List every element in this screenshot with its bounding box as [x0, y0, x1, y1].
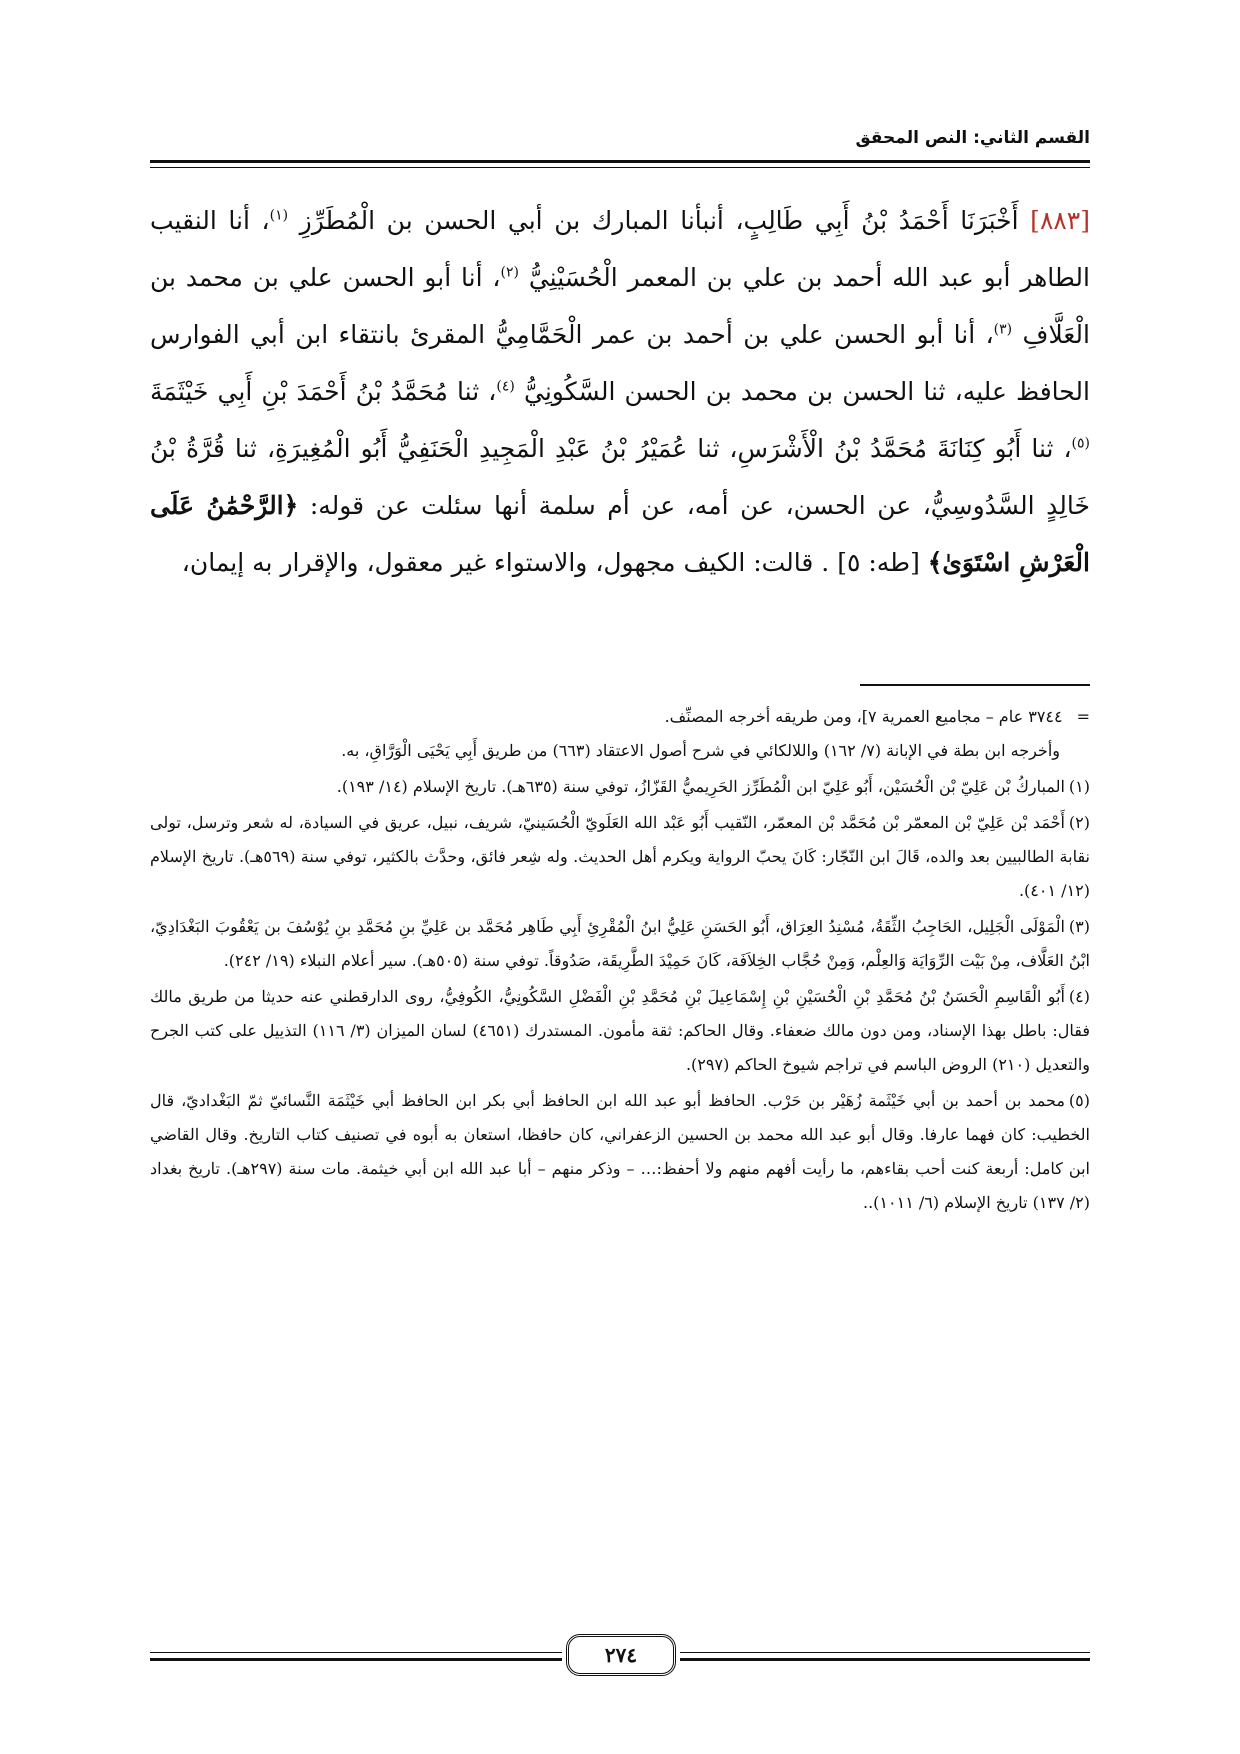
footnote-ref-1[interactable]: (١)	[269, 207, 289, 224]
running-header: القسم الثاني: النص المحقق	[855, 128, 1090, 148]
text-segment: ، أنا أبو الحسن علي بن أحمد بن عمر الْحَمَّامِيُّ المقرئ بانتقاء ابن أبي الفوارس الحافظ عليه، ثنا الحسن بن محمد بن الحسن السَّكُونِيُّ	[150, 320, 1090, 406]
footnote-number: (٥)	[1068, 1091, 1090, 1110]
page-number: ٢٧٤	[604, 1643, 638, 1667]
footer-rule-right-thick	[680, 1658, 1090, 1661]
footnote-number: (١)	[1068, 777, 1090, 796]
text-segment: [طه: ٥] . قالت: الكيف مجهول، والاستواء غير معقول، والإقرار به إيمان،	[181, 548, 928, 577]
footnotes-section	[150, 700, 1090, 1222]
footer-rule-right-thin	[680, 1652, 1090, 1653]
footnote-text: أَحْمَد بْن عَلِيّ بْن المعمّر بْن مُحَمَّد بْن المعمّر، النّقيب أَبُو عَبْد الله العَلَويّ الْحُسَينيّ، شريف، نبيل، عريق في السيادة، له شعر وترسل، تولى نقابة الطالبيين بعد والده، قَالَ ابن النّجّار: كَانَ يحبّ الرواية ويكرم أهل الحديث. وله شِعر فائق، وحدَّث بالكثير، توفي سنة (٥٦٩هـ). تاريخ الإسلام (١٢/ ٤٠١).	[150, 813, 1091, 900]
text-segment: ، أنا أبو الحسن علي بن محمد بن الْعَلَّافِ	[150, 263, 1090, 349]
footnote-3	[150, 910, 1090, 978]
footnote-1	[150, 770, 1090, 804]
main-text-body	[150, 192, 1090, 591]
footnote-text: محمد بن أحمد بن أبي خَيْثَمة زُهَيْر بن حَرْب. الحافظ أبو عبد الله ابن الحافظ أبي بكر ابن الحافظ أبي خَيْثَمَة النَّسائيّ ثمّ البَغْداديّ، قال الخطيب: كان فهما عارفا. وقال أبو عبد الله محمد بن الحسين الزعفراني، كان حافظا، استعان به أبوه في تصنيف كتاب التاريخ. وقال القاضي ابن كامل: أربعة كنت أحب بقاءهم، ما رأيت أفهم منهم ولا أحفظ:… – وذكر منهم – أبا عبد الله ابن أبي خيثمة. مات سنة (٢٩٧هـ). تاريخ بغداد (٢/ ١٣٧) تاريخ الإسلام (٦/ ١٠١١)..	[150, 1091, 1090, 1212]
text-segment: ، ثنا أَبُو كِنَانَةَ مُحَمَّدُ بْنُ الْأَشْرَسِ، ثنا عُمَيْرُ بْنُ عَبْدِ الْمَجِيدِ الْحَنَفِيُّ أَبُو الْمُغِيرَةِ، ثنا قُرَّةُ بْنُ خَالِدٍ السَّدُوسِيُّ، عن الحسن، عن أمه، عن أم سلمة أنها سئلت عن قوله:	[150, 434, 1090, 520]
quran-verse: ﴿الرَّحْمَٰنُ عَلَى الْعَرْشِ اسْتَوَىٰ﴾	[150, 491, 1090, 577]
footnote-text: أَبُو الْقَاسِمِ الْحَسَنُ بْنُ مُحَمَّدِ بْنِ الْحُسَيْنِ بْنِ إِسْمَاعِيلَ بْنِ مُحَمَّدِ بْنِ الْفَضْلِ السَّكُونِيُّ، الكُوفِيُّ، روى الدارقطني عنه حديثا من طريق مالك فقال: باطل بهذا الإسناد، ومن دون مالك ضعفاء. وقال الحاكم: ثقة مأمون. المستدرك (٤٦٥١) لسان الميزان (٣/ ١١٦) التذييل على كتب الجرح والتعديل (٢١٠) الروض الباسم في تراجم شيوخ الحاكم (٢٩٧).	[150, 987, 1091, 1074]
footnote-continuation	[150, 700, 1090, 768]
footnote-number: (٣)	[1068, 917, 1090, 936]
continuation-line: ٣٧٤٤ عام – مجاميع العمرية ٧]، ومن طريقه أخرجه المصنِّف.	[664, 707, 1063, 726]
text-segment: أَخْبَرَنَا أَحْمَدُ بْنُ أَبِي طَالِبٍ، أنبأنا المبارك بن أبي الحسن بن الْمُطَرِّزِ	[288, 206, 1031, 235]
footnote-ref-2[interactable]: (٢)	[500, 264, 519, 281]
text-segment: ، ثنا مُحَمَّدُ بْنُ أَحْمَدَ بْنِ أَبِي خَيْثَمَةَ	[150, 377, 497, 406]
header-rule-thick	[150, 160, 1090, 163]
footnote-2	[150, 806, 1090, 908]
page-number-frame	[566, 1634, 676, 1676]
footnote-ref-4[interactable]: (٤)	[496, 378, 515, 395]
continuation-line: وأخرجه ابن بطة في الإبانة (٧/ ١٦٢) واللالكائي في شرح أصول الاعتقاد (٦٦٣) من طريق أَبِي يَحْيَى الْوَرَّاقِ، به.	[341, 741, 1060, 760]
footnote-number: (٢)	[1068, 813, 1090, 832]
footnote-4	[150, 980, 1090, 1082]
hadith-number: [٨٨٣]	[1030, 206, 1090, 235]
hadith-paragraph	[150, 192, 1090, 591]
footnote-text: الْمَوْلَى الْجَلِيل، الحَاجِبُ الثِّقَةُ، مُسْنِدُ العِرَاق، أَبُو الحَسَنِ عَلِيُّ ابنُ الْمُقْرِئِ أَبِي طَاهِر مُحَمَّد بن عَلِيِّ بنِ مُحَمَّدِ بنِ يُوْسُفَ بن يَعْقُوبَ البَغْدَادِيّ، ابْنُ العَلَّاف، مِنْ بَيْت الرِّوَايَة وَالعِلْم، وَمِنْ حُجَّاب الخِلاَفَة، كَانَ حَمِيْدَ الطَّرِيقَة، صَدُوقاً. توفي سنة (٥٠٥هـ). سير أعلام النبلاء (١٩/ ٢٤٢).	[150, 917, 1090, 970]
footnote-ref-3[interactable]: (٣)	[993, 321, 1013, 338]
footer-rule-left-thin	[150, 1652, 562, 1653]
footnote-ref-5[interactable]: (٥)	[1071, 435, 1090, 452]
footnote-separator	[860, 684, 1090, 686]
text-segment: ، أنا النقيب الطاهر أبو عبد الله أحمد بن علي بن المعمر الْحُسَيْنِيُّ	[150, 206, 1090, 292]
footnote-number: (٤)	[1068, 987, 1090, 1006]
footer-rule-left-thick	[150, 1658, 562, 1661]
header-rule-thin	[150, 167, 1090, 168]
footnote-5	[150, 1084, 1090, 1220]
continuation-mark: =	[1076, 707, 1090, 726]
footnote-text: المباركُ بْن عَلِيّ بْن الْحُسَيْن، أَبُو عَلِيّ ابن الْمُطَرِّز الحَرِيميُّ القَزّازُ، توفي سنة (٦٣٥هـ). تاريخ الإسلام (١٤/ ١٩٣).	[336, 777, 1065, 796]
